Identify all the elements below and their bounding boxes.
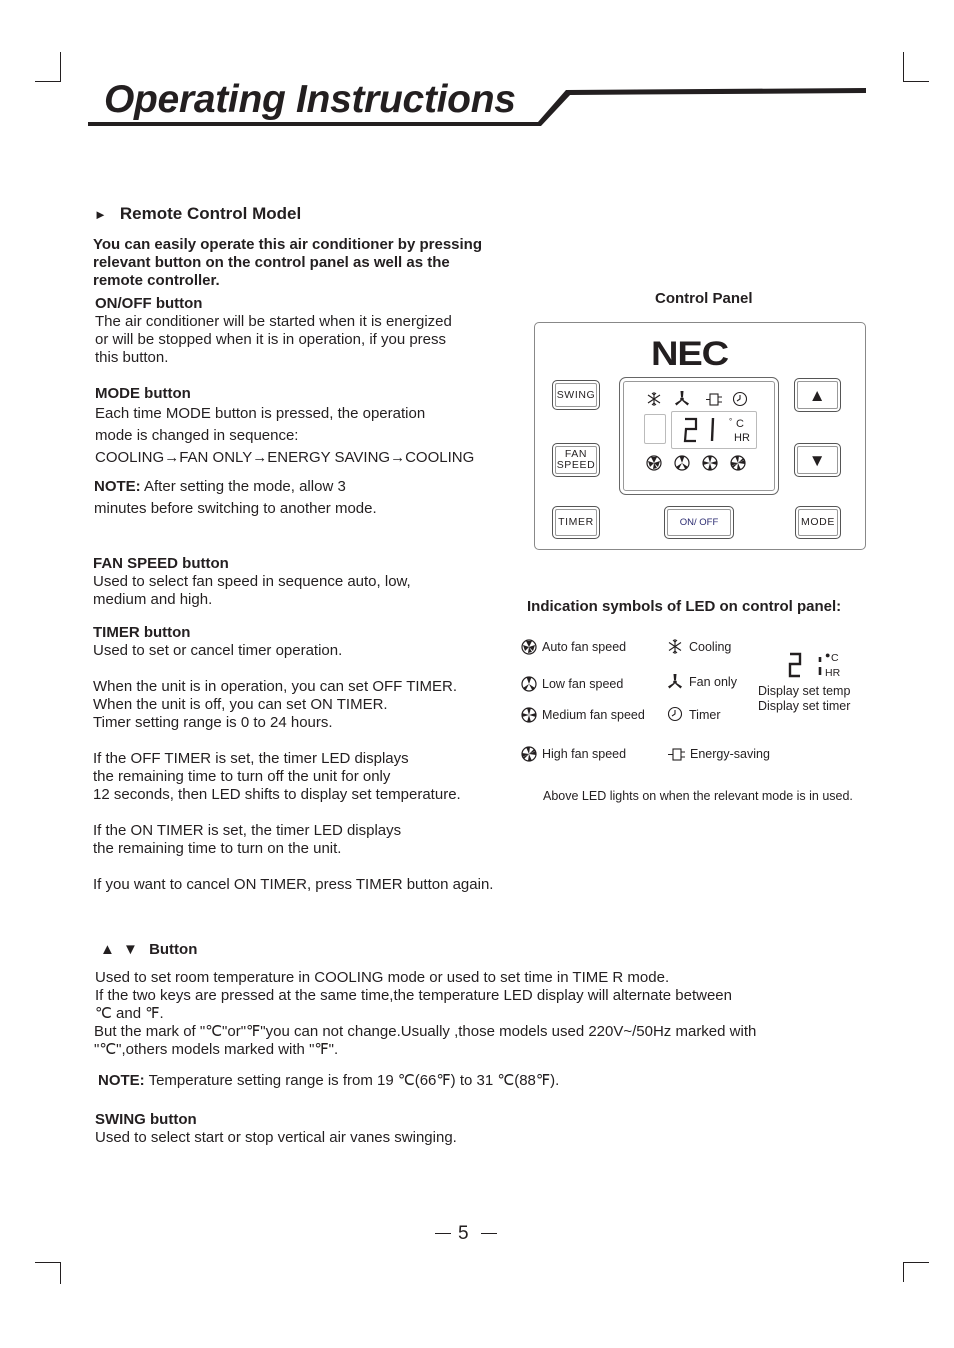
led-digits-21 (786, 650, 826, 680)
arrow-icon: → (390, 449, 406, 466)
crop-mark (60, 52, 61, 82)
legend-cooling: Cooling (667, 638, 731, 655)
legend-energy-saving: Energy-saving (667, 746, 770, 762)
energy-saving-icon (667, 746, 685, 762)
swing-section: SWING button Used to select start or stop vertical air vanes swinging. (95, 1111, 457, 1146)
legend-high-fan: High fan speed (521, 746, 626, 762)
high-fan-icon (731, 456, 745, 470)
auto-fan-icon (647, 456, 661, 470)
timer-button[interactable]: TIMER (552, 506, 600, 539)
legend-medium-fan: Medium fan speed (521, 707, 645, 723)
mode-section: MODE button Each time MODE button is pressed, the operation mode is changed in sequence: COOLING→FAN ONLY→ENERGY SAVING→COOLING (95, 385, 474, 469)
mode-sequence: COOLING→FAN ONLY→ENERGY SAVING→COOLING (95, 449, 475, 466)
triangle-up-icon: ▲ (100, 941, 115, 958)
mode-icons-row (646, 390, 754, 410)
arrow-icon: → (164, 449, 180, 466)
page-number-dash (481, 1233, 497, 1234)
arrow-right-icon: ► (94, 206, 107, 222)
crop-mark (903, 81, 929, 82)
timer-icon (667, 706, 684, 723)
page-number-dash (435, 1233, 451, 1234)
high-fan-icon (521, 746, 537, 762)
medium-fan-icon (703, 456, 717, 470)
led-digits-21 (683, 415, 723, 445)
updown-section: Used to set room temperature in COOLING mode or used to set time in TIME R mode. If the two keys are pressed at the same time,the temperature LED display will alternate between ℃ and ℉. (95, 969, 732, 1022)
cooling-icon (648, 392, 660, 406)
crop-mark (35, 81, 61, 82)
legend-display-text: Display set temp Display set timer (758, 684, 851, 713)
led-blank-segment (644, 414, 666, 444)
triangle-up-icon: ▲ (808, 385, 827, 405)
fan-speed-icons-row (646, 452, 756, 474)
legend-fan-only: Fan only (667, 673, 737, 690)
temp-down-button[interactable] (794, 443, 841, 477)
onoff-section: ON/OFF button The air conditioner will be started when it is energized or will be stopped when it is in operation, if you press this button. (95, 295, 452, 366)
updown-note: NOTE: Temperature setting range is from 19 ℃(66℉) to 31 ℃(88℉). (98, 1072, 560, 1089)
legend-timer: Timer (667, 706, 720, 723)
fan-speed-section: FAN SPEED button Used to select fan speed in sequence auto, low, medium and high. (93, 555, 411, 608)
crop-mark (60, 1262, 61, 1284)
intro-paragraph: You can easily operate this air conditioner by pressing relevant button on the control panel as well as the remote controller. (93, 236, 482, 289)
medium-fan-icon (521, 707, 537, 723)
crop-mark (35, 1262, 61, 1263)
legend-auto-fan: Auto fan speed (521, 639, 626, 655)
legend-display-digits: ● C HR (786, 648, 856, 682)
control-panel (534, 322, 866, 550)
crop-mark (903, 1262, 929, 1263)
fan-only-icon (667, 673, 684, 690)
cooling-icon (667, 638, 684, 655)
degree-icon: ● (825, 650, 831, 660)
section-title: ► Remote Control Model (94, 204, 302, 223)
mode-button[interactable]: MODE (795, 506, 841, 539)
triangle-down-icon: ▼ (808, 450, 827, 470)
led-display (619, 377, 779, 495)
brand-logo: NEC (651, 335, 729, 373)
swing-button[interactable]: SWING (552, 380, 600, 410)
energy-saving-icon (706, 394, 722, 405)
triangle-down-icon: ▼ (123, 941, 138, 958)
updown-heading: ▲ ▼ Button (100, 941, 198, 958)
updown-section-cont: But the mark of "℃"or"℉"you can not change.Usually ,those models used 220V~/50Hz marked with "℃",others models marked with "℉". (94, 1023, 757, 1058)
timer-section: TIMER button Used to set or cancel timer operation. When the unit is in operation, you can set OFF TIMER. When the unit is off, you can set ON TIMER. Timer setting range is 0 to 24 hours. If the OFF TIMER is set, the timer LED displays the remaining time to turn off the unit for only 12 seconds, then LED shifts to display set temperature. If the ON TIMER is set, the timer LED displays the remaining time to turn on the unit. If you want to cancel ON TIMER, press TIMER button again. (93, 624, 494, 893)
led-digit-window: ° C HR (671, 411, 757, 449)
legend-low-fan: Low fan speed (521, 676, 623, 692)
mode-note: NOTE: After setting the mode, allow 3 minutes before switching to another mode. (94, 478, 377, 517)
page-title: Operating Instructions (104, 78, 516, 121)
fan-speed-button[interactable]: FAN SPEED (552, 443, 600, 477)
crop-mark (903, 52, 904, 82)
degree-icon: ° (729, 417, 733, 426)
on-off-button[interactable]: ON/ OFF (664, 506, 734, 539)
fan-only-icon (675, 391, 689, 406)
indication-title: Indication symbols of LED on control panel: (527, 598, 842, 615)
arrow-icon: → (252, 449, 268, 466)
low-fan-icon (521, 676, 537, 692)
title-underline-rule (86, 86, 868, 128)
temp-up-button[interactable] (794, 378, 841, 412)
crop-mark (903, 1262, 904, 1282)
control-panel-caption: Control Panel (655, 290, 753, 307)
indication-note: Above LED lights on when the relevant mode is in used. (543, 789, 853, 803)
low-fan-icon (675, 456, 689, 470)
page-number: 5 (458, 1223, 469, 1244)
timer-icon (734, 393, 747, 406)
auto-fan-icon (521, 639, 537, 655)
